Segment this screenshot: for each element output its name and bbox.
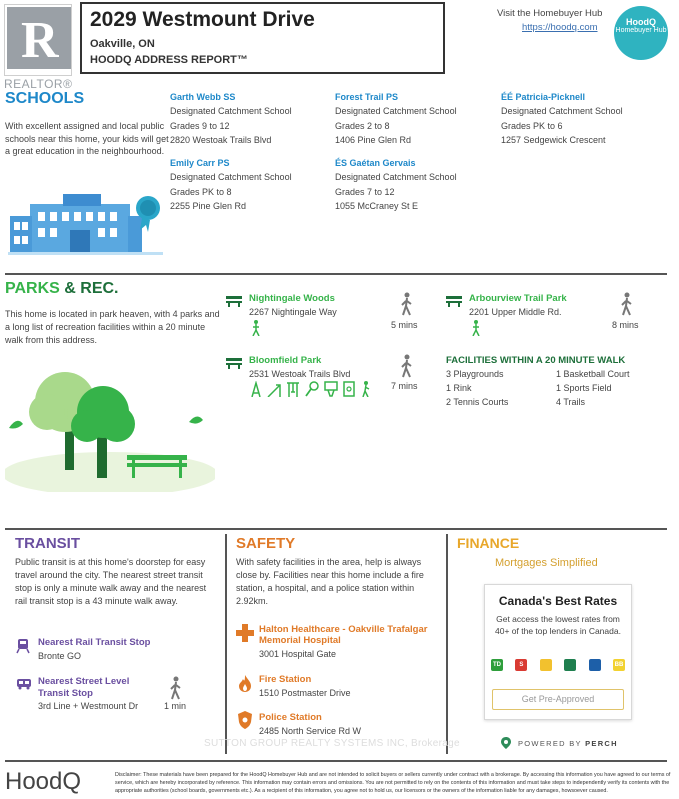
facility-item: 4 Trails (556, 397, 586, 407)
school-card (335, 90, 495, 147)
school-type: Designated Catchment School (335, 172, 457, 183)
fire-icon (238, 674, 252, 692)
playground-icon (470, 320, 482, 336)
walking-person-icon (400, 354, 414, 378)
lender-logo (540, 659, 552, 671)
school-card (170, 90, 330, 147)
school-address: 2820 Westoak Trails Blvd (170, 134, 272, 145)
parks-description: This home is located in park heaven, with 4 parks and a long list of recreation facilities within a 20 minute walk from this address. (5, 309, 220, 345)
powered-by (518, 739, 618, 748)
park-name[interactable]: Arbourview Trail Park (469, 293, 567, 304)
park-name[interactable]: Bloomfield Park (249, 355, 322, 366)
lender-logos (491, 659, 625, 671)
bench-icon (226, 295, 242, 307)
school-card (335, 156, 495, 213)
rail-stop-label: Nearest Rail Transit Stop (38, 637, 151, 648)
rates-card-title: Canada's Best Rates (498, 594, 618, 608)
powered-by-brand: PERCH (585, 739, 618, 748)
tennis-icon (305, 381, 319, 397)
realtor-wordmark: REALTOR® (4, 77, 73, 91)
lender-logo (589, 659, 601, 671)
lender-logo: TD (491, 659, 503, 671)
bench-icon (226, 357, 242, 369)
walking-person-icon (400, 292, 414, 316)
finance-title: FINANCE (457, 535, 520, 551)
swing-icon (286, 381, 300, 397)
lender-logo: S (515, 659, 527, 671)
lender-logo (564, 659, 576, 671)
address-city: Oakville, ON (90, 38, 155, 50)
facility-item: 2 Tennis Courts (446, 397, 509, 407)
hospital-name[interactable]: Halton Healthcare - Oakville Trafalgar Memorial Hospital (259, 624, 428, 646)
bus-icon (16, 678, 32, 690)
school-type: Designated Catchment School (170, 172, 292, 183)
trail-icon (250, 381, 262, 397)
rail-stop-name: Bronte GO (38, 651, 82, 661)
facility-item: 1 Sports Field (556, 383, 612, 393)
school-type: Designated Catchment School (170, 106, 292, 117)
police-badge-icon (238, 711, 252, 729)
column-divider (446, 534, 448, 754)
hospital-address: 3001 Hospital Gate (259, 649, 337, 659)
report-label: HOODQ ADDRESS REPORT™ (90, 54, 248, 66)
school-card (501, 90, 661, 147)
safety-title: SAFETY (236, 535, 296, 552)
walk-time: 5 mins (391, 320, 418, 330)
realtor-logo (4, 4, 72, 76)
section-divider (5, 273, 667, 275)
playground-icon (250, 320, 262, 336)
school-address: 2255 Pine Glen Rd (170, 200, 247, 211)
section-divider (5, 528, 667, 530)
slide-icon (267, 381, 281, 397)
fire-station-address: 1510 Postmaster Drive (259, 688, 351, 698)
walking-person-icon (620, 292, 634, 316)
column-divider (225, 534, 227, 754)
school-grades: Grades 9 to 12 (170, 120, 230, 131)
school-name[interactable]: Emily Carr PS (170, 158, 230, 168)
finance-subtitle: Mortgages Simplified (495, 557, 598, 569)
footer-divider (5, 760, 667, 762)
walk-time: 1 min (164, 701, 187, 711)
police-station-address: 2485 North Service Rd W (259, 726, 362, 736)
safety-description: With safety facilities in the area, help is always close by. Facilities near this home include a fire station, a hospital, and a police station within 2.92km. (236, 557, 424, 606)
walk-time: 7 mins (391, 381, 418, 391)
train-icon (16, 638, 30, 654)
sports-field-icon (343, 381, 355, 397)
lender-logo: BB (613, 659, 625, 671)
rates-card-text: Get access the lowest rates from 40+ of the top lenders in Canada. (495, 614, 621, 636)
transit-title: TRANSIT (15, 535, 80, 552)
school-address: 1406 Pine Glen Rd (335, 134, 412, 145)
get-pre-approved-button[interactable]: Get Pre-Approved (492, 689, 624, 710)
bench-icon (446, 295, 462, 307)
school-card (170, 156, 330, 213)
school-name[interactable]: Forest Trail PS (335, 92, 399, 102)
police-station-name[interactable]: Police Station (259, 712, 322, 723)
realtor-mark: R (21, 12, 59, 69)
hoodq-badge[interactable] (614, 6, 668, 60)
school-building-illustration (8, 190, 163, 265)
park-address: 2531 Westoak Trails Blvd (249, 369, 351, 379)
school-name[interactable]: ÉS Gaétan Gervais (335, 158, 416, 168)
disclaimer-text: Disclaimer: These materials have been prepared for the HoodQ Homebuyer Hub and are not intended to solicit buyers or sellers currently under contract with a brokerage. By accessing this information you have agreed to our terms of service, which are hereby incorporated by reference. This information may contain errors and omissions. You are not permitted to rely on the contents of this information and must take steps to independently verify its contents with the appropriate authorities (school boards, governments etc.). As a recipient of this information, you agree not to hold us, our licensors or the owners of the information liable for any damages, howsoever caused. (115, 772, 671, 794)
hub-visit-text: Visit the Homebuyer Hub (497, 8, 603, 19)
street-stop-label: Nearest Street Level Transit Stop (38, 676, 130, 699)
school-grades: Grades PK to 8 (170, 186, 232, 197)
schools-description: With excellent assigned and local public schools near this home, your kids will get a great education in the neighbourhood. (5, 121, 169, 156)
parks-title-rec: & REC. (59, 280, 119, 297)
street-stop-name: 3rd Line + Westmount Dr (38, 701, 139, 711)
hub-link[interactable]: https://hoodq.com (522, 22, 598, 33)
basketball-icon (324, 381, 338, 397)
hoodq-logo: HoodQ (5, 768, 82, 795)
school-type: Designated Catchment School (501, 106, 623, 117)
park-address: 2267 Nightingale Way (249, 307, 337, 317)
hospital-cross-icon (236, 624, 254, 642)
brokerage-watermark: SUTTON GROUP REALTY SYSTEMS INC, Brokerage (204, 738, 460, 749)
address-title: 2029 Westmount Drive (90, 8, 315, 31)
badge-title: HoodQ (626, 17, 656, 27)
transit-description: Public transit is at this home's doorstep for easy travel around the city. The nearest street transit stop is only a minute walk away and the nearest rail transit stop is a 43 minute walk away. (15, 557, 207, 606)
school-name[interactable]: Garth Webb SS (170, 92, 236, 102)
hiking-icon (360, 381, 372, 397)
park-address: 2201 Upper Middle Rd. (469, 307, 562, 317)
school-grades: Grades 7 to 12 (335, 186, 395, 197)
school-grades: Grades PK to 6 (501, 120, 563, 131)
facility-item: 1 Rink (446, 383, 472, 393)
school-address: 1257 Sedgewick Crescent (501, 134, 606, 145)
facility-item: 1 Basketball Court (556, 369, 630, 379)
rates-card (484, 584, 632, 720)
schools-title: SCHOOLS (5, 90, 85, 107)
badge-subtitle: Homebuyer Hub (615, 27, 667, 34)
school-name[interactable]: ÉÉ Patricia-Picknell (501, 92, 586, 102)
parks-title-main: PARKS (5, 280, 60, 297)
powered-by-prefix: POWERED BY (518, 739, 586, 748)
parks-title (5, 280, 119, 298)
facility-item: 3 Playgrounds (446, 369, 504, 379)
location-pin-icon (501, 737, 511, 749)
school-type: Designated Catchment School (335, 106, 457, 117)
facility-icon-row (250, 381, 372, 397)
facilities-title: FACILITIES WITHIN A 20 MINUTE WALK (446, 355, 626, 366)
fire-station-name[interactable]: Fire Station (259, 674, 312, 685)
school-grades: Grades 2 to 8 (335, 120, 390, 131)
walk-time: 8 mins (612, 320, 639, 330)
park-name[interactable]: Nightingale Woods (249, 293, 335, 304)
walking-person-icon (169, 676, 183, 700)
school-address: 1055 McCraney St E (335, 200, 419, 211)
park-trees-illustration (5, 362, 215, 492)
